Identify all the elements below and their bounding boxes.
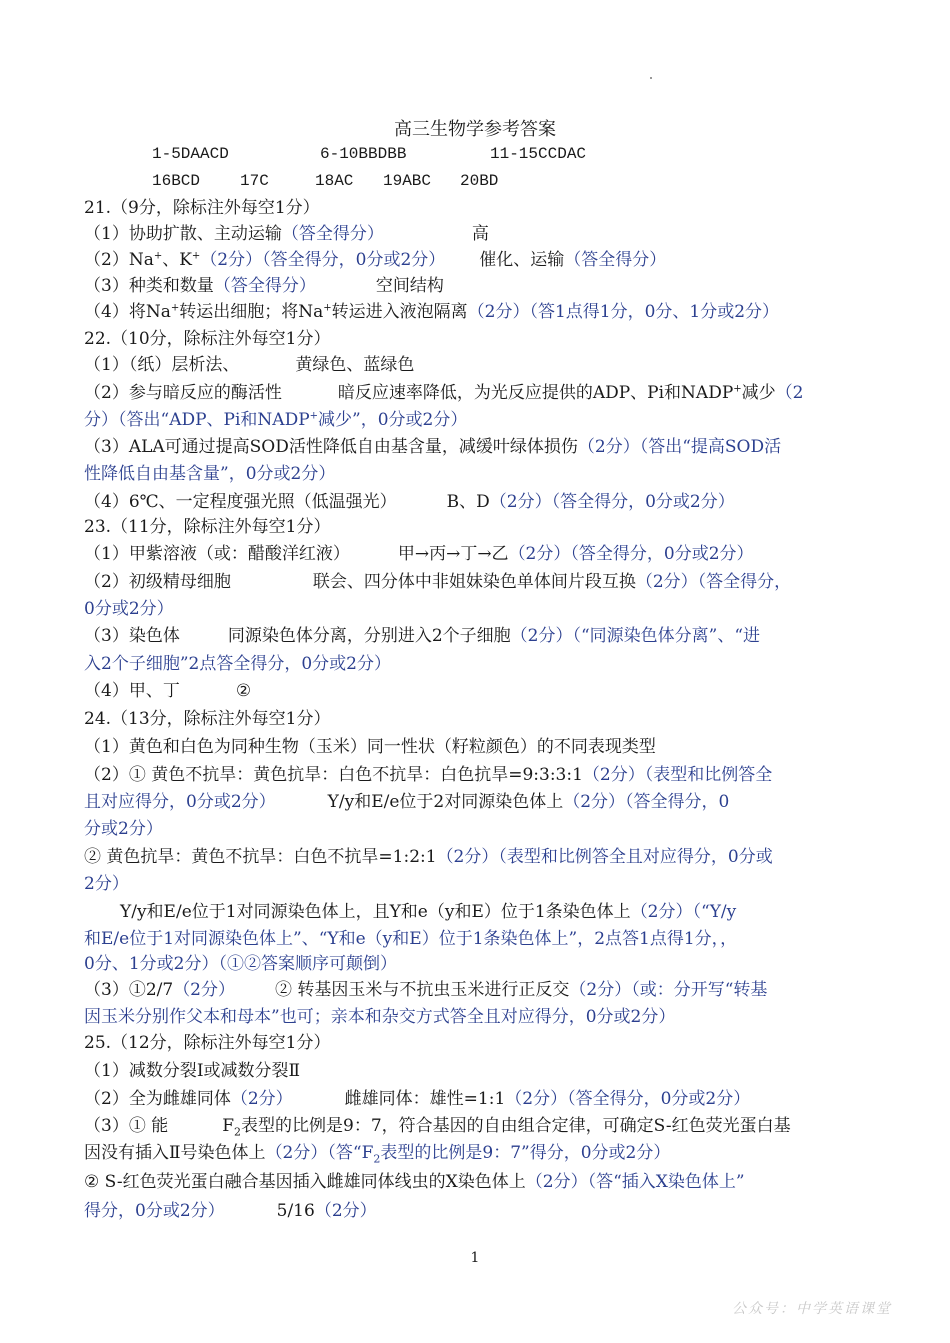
q24-answer-2a: （2）① 黄色不抗旱：黄色抗旱：白色不抗旱：白色抗旱=9:3:3:1 — [84, 765, 583, 785]
q23-answer-4: （4）甲、丁 — [84, 681, 180, 701]
q23-note-1: （2分）（答全得分，0分或2分） — [508, 544, 754, 564]
q25-answer-3a: （3）① 能 — [84, 1116, 169, 1136]
q22-answer-2: （2）参与暗反应的酶活性 — [84, 383, 282, 403]
q25-note-3a-end: 表型的比例是9：7”得分，0分或2分） — [380, 1143, 671, 1163]
q22-line-1 — [84, 353, 884, 377]
q21-answer-2-k: 、K — [162, 250, 192, 270]
q23-heading: 23.（11分，除标注外每空1分） — [84, 517, 331, 537]
q24-line-5 — [84, 845, 884, 869]
q24-note-2c: （2分）（表型和比例答全且对应得分，0分或 — [436, 847, 773, 867]
q24-answer-3b: ② 转基因玉米与不抗虫玉米进行正反交 — [275, 980, 570, 1000]
q21-line-3 — [84, 274, 884, 298]
q23-answer-3: （3）染色体 — [84, 626, 180, 646]
q24-note-2a: （2分）（表型和比例答全 — [582, 765, 773, 785]
q24-line-3 — [84, 790, 884, 814]
q25-note-3b: （2分）（答“插入X染色体上” — [525, 1172, 745, 1192]
q22-line-3 — [84, 408, 884, 432]
q25-line-4 — [84, 1141, 884, 1165]
q24-note-2b: （2分）（答全得分，0 — [563, 792, 730, 812]
q21-note-1: （答全得分） — [281, 224, 384, 244]
q24-answer-2c: ② 黄色抗旱：黄色不抗旱：白色不抗旱=1:2:1 — [84, 847, 437, 867]
q24-line-6 — [84, 872, 884, 896]
q21-answer-4b: 转运出细胞；将Na — [179, 302, 324, 322]
q25-line-6 — [84, 1199, 884, 1223]
q24-note-2d: （2分）（“Y/y — [630, 902, 737, 922]
q24-line-8 — [84, 927, 884, 951]
q23-note-2-cont: 0分或2分） — [84, 599, 174, 619]
watermark: 公众号：中学英语课堂 — [732, 1301, 892, 1317]
q24-line-11 — [84, 1005, 884, 1029]
q21-note-2: （2分）（答全得分，0分或2分） — [200, 250, 446, 270]
superscript-plus: + — [170, 302, 180, 314]
q21-answer-4a: （4）将Na — [84, 302, 171, 322]
q22-answer-1b: 黄绿色、蓝绿色 — [295, 355, 415, 375]
q23-note-3: （2分）（“同源染色体分离”、“进 — [510, 626, 761, 646]
q21-line-1 — [84, 222, 884, 246]
q24-answer-2d: Y/y和E/e位于1对同源染色体上，且Y和e（y和E）位于1条染色体上 — [120, 902, 631, 922]
q23-line-6 — [84, 679, 884, 703]
q24-line-7 — [120, 900, 920, 924]
q24-note-2b-cont: 分或2分） — [84, 819, 163, 839]
q21-line-2 — [84, 248, 884, 272]
q24-answer-3a: （3）①2/7 — [84, 980, 174, 1000]
q24-line-1 — [84, 735, 884, 759]
q22-note-2-cont: 分）（答出“ADP、Pi和NADP — [84, 410, 310, 430]
q23-answer-3b: 同源染色体分离，分别进入2个子细胞 — [227, 626, 511, 646]
q25-note-2a: （2分） — [230, 1089, 293, 1109]
q25-answer-3c: 表型的比例是9：7，符合基因的自由组合定律，可确定S-红色荧光蛋白基 — [241, 1116, 791, 1136]
q25-note-3b-cont: 得分，0分或2分） — [84, 1201, 225, 1221]
q25-heading: 25.（12分，除标注外每空1分） — [84, 1033, 331, 1053]
q24-note-3b-cont: 因玉米分别作父本和母本”也可；亲本和杂交方式答全且对应得分，0分或2分） — [84, 1007, 676, 1027]
q21-line-4 — [84, 300, 884, 324]
q25-line-1 — [84, 1059, 884, 1083]
q23-answer-2b: 联会、四分体中非姐妹染色单体间片段互换 — [312, 572, 636, 592]
subscript-2: 2 — [373, 1152, 381, 1166]
q21-note-2b: （答全得分） — [564, 250, 667, 270]
q25-line-2 — [84, 1087, 884, 1111]
q24-heading: 24.（13分，除标注外每空1分） — [84, 709, 331, 729]
mc-answers-6-10: 6-10BBDBB — [320, 145, 407, 163]
q23-note-2: （2分）（答全得分， — [635, 572, 792, 592]
q25-answer-3f: 5/16 — [276, 1201, 315, 1221]
q22-line-4 — [84, 435, 884, 459]
q22-note-3: （2分）（答出“提高SOD活 — [577, 437, 782, 457]
q22-answer-2c: 减少 — [741, 383, 776, 403]
q22-line-5 — [84, 462, 884, 486]
q23-answer-2: （2）初级精母细胞 — [84, 572, 231, 592]
q25-note-2b: （2分）（答全得分，0分或2分） — [505, 1089, 751, 1109]
q24-answer-2b: Y/y和E/e位于2对同源染色体上 — [327, 792, 564, 812]
page-title: 高三生物学参考答案 — [394, 119, 556, 140]
q25-answer-2b: 雌雄同体：雄性=1:1 — [344, 1089, 506, 1109]
q21-note-3: （答全得分） — [213, 276, 316, 296]
q21-answer-1: （1）协助扩散、主动运输 — [84, 224, 282, 244]
q23-note-3-cont: 入2个子细胞”2点答全得分，0分或2分） — [84, 654, 391, 674]
q22-answer-2b: 暗反应速率降低，为光反应提供的ADP、Pi和NADP — [337, 383, 734, 403]
q22-answer-4b: B、D — [446, 492, 490, 512]
q21-note-4: （2分）（答1点得1分，0分、1分或2分） — [467, 302, 780, 322]
q24-note-3b: （2分）（或：分开写“转基 — [569, 980, 768, 1000]
q24-line-9 — [84, 952, 884, 976]
q22-note-3-cont: 性降低自由基含量”，0分或2分） — [84, 464, 336, 484]
q24-note-2d-end: 0分、1分或2分）（①②答案顺序可颠倒） — [84, 954, 397, 974]
q23-line-4 — [84, 624, 884, 648]
q25-answer-1: （1）减数分裂Ⅰ或减数分裂Ⅱ — [84, 1061, 301, 1081]
q23-line-3 — [84, 597, 884, 621]
q22-answer-1: （1）（纸）层析法、 — [84, 355, 240, 375]
q24-line-10 — [84, 978, 884, 1002]
q25-answer-3d: 因没有插入Ⅱ号染色体上 — [84, 1143, 266, 1163]
mc-answer-17: 17C — [240, 172, 269, 190]
q21-answer-2b: 催化、运输 — [479, 250, 565, 270]
q22-answer-4: （4）6℃、一定程度强光照（低温强光） — [84, 492, 397, 512]
mc-answer-19: 19ABC — [383, 172, 432, 190]
subscript-2: 2 — [234, 1125, 242, 1139]
q21-answer-3b: 空间结构 — [375, 276, 444, 296]
q23-line-2 — [84, 570, 884, 594]
q22-heading: 22.（10分，除标注外每空1分） — [84, 329, 331, 349]
q22-line-6 — [84, 490, 884, 514]
q24-line-4 — [84, 817, 884, 841]
q25-answer-3e: ② S-红色荧光蛋白融合基因插入雌雄同体线虫的X染色体上 — [84, 1172, 526, 1192]
q25-answer-2a: （2）全为雌雄同体 — [84, 1089, 231, 1109]
q24-note-3a: （2分） — [173, 980, 236, 1000]
mc-answer-18: 18AC — [315, 172, 354, 190]
q21-answer-1b: 高 — [471, 224, 489, 244]
superscript-plus: + — [323, 302, 332, 314]
q22-note-2-end: 减少”，0分或2分） — [318, 410, 468, 430]
superscript-plus: + — [309, 410, 319, 422]
q24-line-2 — [84, 763, 884, 787]
q23-answer-1b: 甲→丙→丁→乙 — [397, 544, 509, 564]
q23-line-1 — [84, 542, 884, 566]
q24-answer-1: （1）黄色和白色为同种生物（玉米）同一性状（籽粒颜色）的不同表现类型 — [84, 737, 656, 757]
q25-note-3f: （2分） — [314, 1201, 377, 1221]
q22-answer-3: （3）ALA可通过提高SOD活性降低自由基含量，减缓叶绿体损伤 — [84, 437, 578, 457]
scan-dot — [650, 77, 652, 79]
q24-note-2a-cont: 且对应得分，0分或2分） — [84, 792, 276, 812]
q22-line-2 — [84, 381, 884, 405]
q23-answer-4b: ② — [235, 681, 252, 701]
q25-note-3a: （2分）（答“F — [265, 1143, 374, 1163]
page-number: 1 — [470, 1250, 480, 1266]
q24-note-2d-cont: 和E/e位于1对同源染色体上”、“Y和e（y和E）位于1条染色体上”，2点答1点得1分，， — [84, 929, 738, 949]
q23-answer-1: （1）甲紫溶液（或：醋酸洋红液） — [84, 544, 350, 564]
q21-answer-2-na: （2）Na — [84, 250, 154, 270]
mc-answer-20: 20BD — [460, 172, 499, 190]
q25-line-5 — [84, 1170, 884, 1194]
superscript-plus: + — [153, 250, 163, 262]
q21-heading: 21.（9分，除标注外每空1分） — [84, 198, 320, 218]
q22-note-4: （2分）（答全得分，0分或2分） — [489, 492, 735, 512]
q25-answer-3b: F — [222, 1116, 235, 1136]
q22-note-2: （2 — [775, 383, 804, 403]
q24-note-2c-cont: 2分） — [84, 874, 129, 894]
superscript-plus: + — [191, 250, 201, 262]
q23-line-5 — [84, 652, 884, 676]
q21-answer-4c: 转运进入液泡隔离 — [331, 302, 468, 322]
mc-answer-16: 16BCD — [152, 172, 201, 190]
q21-answer-3: （3）种类和数量 — [84, 276, 214, 296]
mc-answers-1-5: 1-5DAACD — [152, 145, 229, 163]
q25-line-3 — [84, 1114, 884, 1138]
superscript-plus: + — [733, 383, 742, 395]
mc-answers-11-15: 11-15CCDAC — [490, 145, 587, 163]
